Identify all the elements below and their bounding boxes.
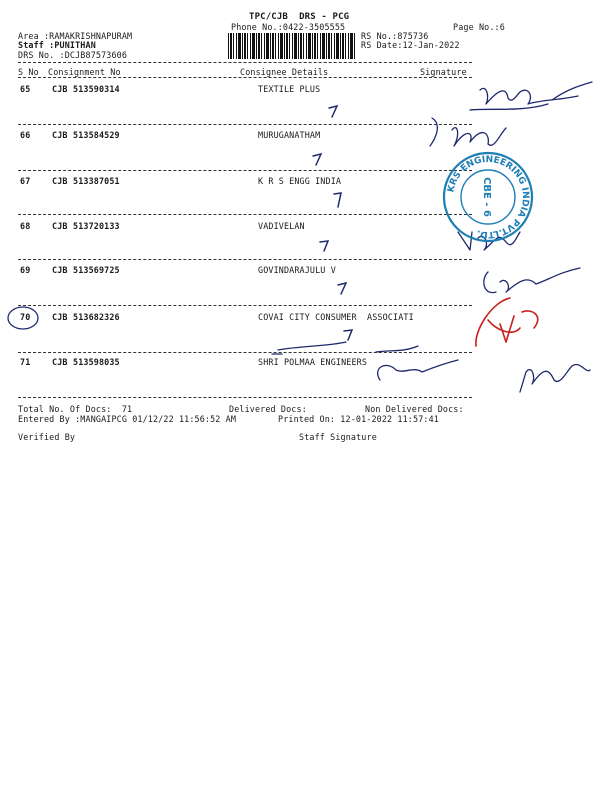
verified-by: Verified By bbox=[18, 432, 76, 442]
signature bbox=[430, 118, 437, 146]
signature bbox=[484, 268, 580, 293]
table-row-cjb: CJB bbox=[52, 176, 68, 186]
table-row-consignee: GOVINDARAJULU V bbox=[258, 265, 336, 275]
table-row-cjb: CJB bbox=[52, 221, 68, 231]
tick-mark bbox=[344, 330, 352, 340]
report-title: TPC/CJB DRS - PCG bbox=[249, 12, 350, 22]
table-row-cjb: CJB bbox=[52, 84, 68, 94]
printed-on: Printed On: 12-01-2022 11:57:41 bbox=[278, 414, 439, 424]
table-row-consignment: 513598035 bbox=[73, 357, 120, 367]
table-row-consignee: TEXTILE PLUS bbox=[258, 84, 321, 94]
total-docs: Total No. Of Docs: 71 bbox=[18, 404, 133, 414]
table-row-consignment: 513584529 bbox=[73, 130, 120, 140]
table-row-consignee: SHRI POLMAA ENGINEERS bbox=[258, 357, 368, 367]
table-row-consignee: K R S ENGG INDIA bbox=[258, 176, 342, 186]
signature bbox=[378, 360, 458, 380]
signature bbox=[520, 364, 590, 392]
tick-mark bbox=[329, 106, 337, 117]
stamp-center-text: CBE - 6 bbox=[481, 177, 492, 217]
tick-mark bbox=[320, 241, 328, 251]
col-signature: Signature bbox=[420, 67, 467, 77]
table-row-consignee: COVAI CITY CONSUMER ASSOCIATI bbox=[258, 312, 414, 322]
table-row-sno: 67 bbox=[20, 176, 31, 186]
table-row-cjb: CJB bbox=[52, 265, 68, 275]
table-row-consignment: 513569725 bbox=[73, 265, 120, 275]
tick-mark bbox=[334, 193, 341, 207]
signature bbox=[452, 128, 506, 146]
signature bbox=[480, 88, 578, 104]
signature bbox=[272, 342, 346, 354]
tick-mark bbox=[338, 283, 346, 294]
row-highlight-circle bbox=[8, 307, 38, 329]
entered-by: Entered By :MANGAIPCG 01/12/22 11:56:52 AM bbox=[18, 414, 237, 424]
rs-date: RS Date:12-Jan-2022 bbox=[361, 40, 460, 50]
stamp-text: KRS ENGINEERING INDIA PVT.LTD. bbox=[446, 154, 531, 240]
col-consignee: Consignee Details bbox=[240, 67, 329, 77]
table-row-consignment: 513682326 bbox=[73, 312, 120, 322]
staff-signature: Staff Signature bbox=[299, 432, 377, 442]
area-field: Area :RAMAKRISHNAPURAM bbox=[18, 31, 133, 41]
phone-number: Phone No.:0422-3505555 bbox=[231, 22, 346, 32]
tick-mark bbox=[313, 154, 321, 165]
table-row-cjb: CJB bbox=[52, 312, 68, 322]
table-row-sno: 65 bbox=[20, 84, 31, 94]
table-row-sno: 69 bbox=[20, 265, 31, 275]
staff-field: Staff :PUNITHAN bbox=[18, 40, 96, 50]
delivered-docs: Delivered Docs: bbox=[229, 404, 307, 414]
col-consignment: Consignment No bbox=[48, 67, 121, 77]
table-row-sno: 68 bbox=[20, 221, 31, 231]
signature bbox=[376, 346, 418, 352]
table-row-consignment: 513590314 bbox=[73, 84, 120, 94]
table-row-sno: 66 bbox=[20, 130, 31, 140]
table-row-sno: 70 bbox=[20, 312, 31, 322]
table-row-consignee: VADIVELAN bbox=[258, 221, 305, 231]
page-number: Page No.:6 bbox=[453, 22, 505, 32]
drs-number: DRS No. :DCJB87573606 bbox=[18, 50, 128, 60]
table-row-consignment: 513387051 bbox=[73, 176, 120, 186]
col-sno: S No bbox=[18, 67, 39, 77]
rs-number: RS No.:875736 bbox=[361, 31, 429, 41]
red-check-mark bbox=[476, 298, 520, 346]
table-row-cjb: CJB bbox=[52, 130, 68, 140]
company-stamp bbox=[444, 153, 532, 241]
table-row-consignee: MURUGANATHAM bbox=[258, 130, 321, 140]
non-delivered-docs: Non Delivered Docs: bbox=[365, 404, 464, 414]
table-row-sno: 71 bbox=[20, 357, 31, 367]
red-check-mark bbox=[522, 311, 538, 328]
table-row-consignment: 513720133 bbox=[73, 221, 120, 231]
table-row-cjb: CJB bbox=[52, 357, 68, 367]
